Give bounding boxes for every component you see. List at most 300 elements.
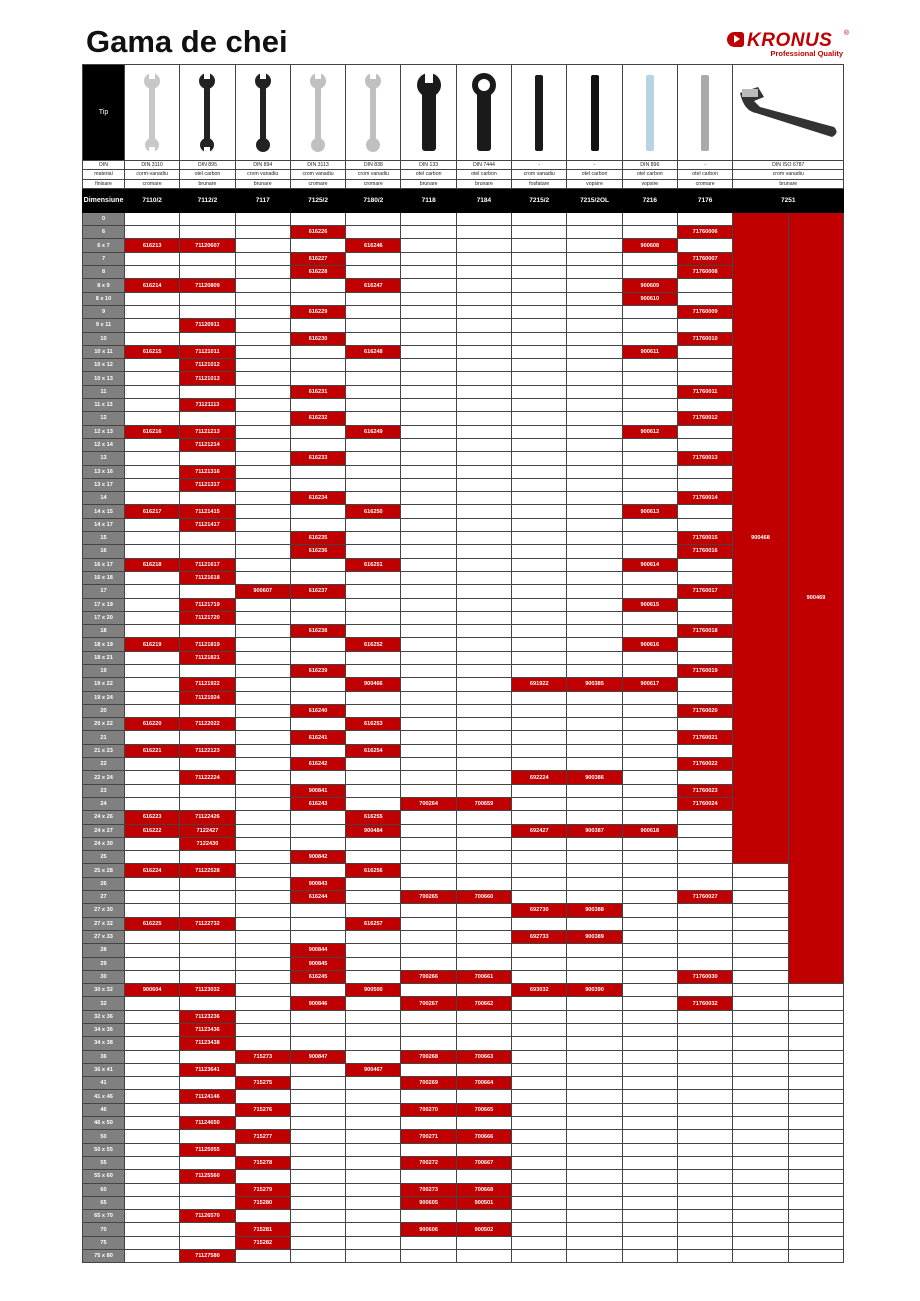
table-row: [83, 1063, 844, 1076]
dimension-cell: 24 x 27: [83, 824, 125, 837]
product-code-cell: 616225: [125, 917, 180, 930]
empty-cell: [401, 438, 456, 451]
empty-cell: [180, 625, 235, 638]
empty-cell: [622, 438, 677, 451]
empty-cell: [677, 917, 732, 930]
empty-cell: [346, 1196, 401, 1209]
empty-cell: [567, 837, 622, 850]
empty-cell: [235, 252, 290, 265]
empty-cell: [622, 412, 677, 425]
table-row: [83, 226, 844, 239]
empty-cell: [512, 425, 567, 438]
product-code-cell: 900617: [622, 678, 677, 691]
empty-cell: [512, 1117, 567, 1130]
empty-cell: [290, 1143, 345, 1156]
empty-cell: [733, 1143, 789, 1156]
empty-cell: [235, 332, 290, 345]
empty-cell: [512, 1050, 567, 1063]
empty-cell: [346, 332, 401, 345]
table-row: [83, 664, 844, 677]
din-label: DIN: [83, 161, 125, 170]
empty-cell: [456, 558, 511, 571]
empty-cell: [125, 1063, 180, 1076]
cell-din: DIN 3113: [290, 161, 345, 170]
empty-cell: [180, 266, 235, 279]
empty-cell: [456, 505, 511, 518]
empty-cell: [567, 452, 622, 465]
empty-cell: [180, 492, 235, 505]
empty-cell: [512, 970, 567, 983]
empty-cell: [788, 1210, 844, 1223]
product-code-cell: 700267: [401, 997, 456, 1010]
table-row: [83, 1077, 844, 1090]
table-row: [83, 518, 844, 531]
cell-finish: cromare: [290, 179, 345, 188]
empty-cell: [290, 1024, 345, 1037]
dimension-cell: 12: [83, 412, 125, 425]
empty-cell: [346, 1077, 401, 1090]
empty-cell: [733, 1103, 789, 1116]
product-code-cell: 616236: [290, 545, 345, 558]
empty-cell: [622, 319, 677, 332]
empty-cell: [733, 1170, 789, 1183]
dimension-cell: 21 x 23: [83, 744, 125, 757]
table-row: [83, 718, 844, 731]
empty-cell: [125, 332, 180, 345]
empty-cell: [235, 598, 290, 611]
empty-cell: [677, 1130, 732, 1143]
empty-cell: [456, 465, 511, 478]
empty-cell: [567, 319, 622, 332]
empty-cell: [567, 226, 622, 239]
table-row: [83, 771, 844, 784]
empty-cell: [180, 212, 235, 225]
empty-cell: [567, 332, 622, 345]
product-code-cell: 616249: [346, 425, 401, 438]
product-code-cell: 715275: [235, 1077, 290, 1090]
table-row: [83, 532, 844, 545]
product-code-cell: 71760007: [677, 252, 732, 265]
product-code-cell: 700663: [456, 1050, 511, 1063]
empty-cell: [401, 465, 456, 478]
empty-cell: [401, 930, 456, 943]
cell-finish: cromare: [677, 179, 732, 188]
empty-cell: [180, 784, 235, 797]
empty-cell: [290, 1250, 345, 1263]
empty-cell: [401, 718, 456, 731]
product-code-cell: 71121415: [180, 505, 235, 518]
empty-cell: [346, 651, 401, 664]
empty-cell: [567, 731, 622, 744]
product-code-cell: 715273: [235, 1050, 290, 1063]
product-code-cell: 616253: [346, 718, 401, 731]
product-code-cell: 71121720: [180, 611, 235, 624]
empty-cell: [401, 292, 456, 305]
empty-cell: [235, 824, 290, 837]
empty-cell: [512, 811, 567, 824]
empty-cell: [567, 1077, 622, 1090]
empty-cell: [512, 1077, 567, 1090]
empty-cell: [677, 558, 732, 571]
product-code-cell: 71121417: [180, 518, 235, 531]
tool-image-row: [83, 65, 844, 161]
product-code-cell: 616246: [346, 239, 401, 252]
dimension-cell: 8: [83, 266, 125, 279]
empty-cell: [512, 266, 567, 279]
empty-cell: [788, 1103, 844, 1116]
empty-cell: [733, 930, 789, 943]
double-open-wrench-icon: [125, 65, 180, 161]
empty-cell: [512, 837, 567, 850]
product-code-cell: 900843: [290, 877, 345, 890]
empty-cell: [567, 891, 622, 904]
product-code-cell: 616245: [290, 970, 345, 983]
product-code-cell: 71121618: [180, 571, 235, 584]
empty-cell: [125, 1236, 180, 1249]
dimension-cell: 6 x 7: [83, 239, 125, 252]
empty-cell: [401, 731, 456, 744]
empty-cell: [235, 891, 290, 904]
product-code-cell: 71760027: [677, 891, 732, 904]
cell-finish: vopsire: [567, 179, 622, 188]
empty-cell: [125, 1170, 180, 1183]
empty-cell: [180, 1156, 235, 1169]
empty-cell: [401, 332, 456, 345]
empty-cell: [235, 930, 290, 943]
empty-cell: [622, 1090, 677, 1103]
empty-cell: [677, 1170, 732, 1183]
empty-cell: [622, 1117, 677, 1130]
empty-cell: [567, 1236, 622, 1249]
table-row: [83, 1143, 844, 1156]
dimension-cell: 13 x 17: [83, 478, 125, 491]
dimension-cell: 27: [83, 891, 125, 904]
empty-cell: [180, 1077, 235, 1090]
empty-cell: [512, 1250, 567, 1263]
product-code-cell: 715280: [235, 1196, 290, 1209]
empty-cell: [290, 984, 345, 997]
cell-din: DIN ISO 6787: [733, 161, 844, 170]
empty-cell: [512, 438, 567, 451]
dimension-cell: 46 x 50: [83, 1117, 125, 1130]
empty-cell: [401, 1024, 456, 1037]
empty-cell: [346, 492, 401, 505]
product-code-cell: 71760023: [677, 784, 732, 797]
product-code-cell: 616252: [346, 638, 401, 651]
empty-cell: [733, 904, 789, 917]
empty-cell: [677, 212, 732, 225]
empty-cell: [290, 638, 345, 651]
table-row: [83, 1117, 844, 1130]
product-code-cell: 71121213: [180, 425, 235, 438]
empty-cell: [401, 957, 456, 970]
table-row: [83, 585, 844, 598]
product-code-cell: 900614: [622, 558, 677, 571]
empty-cell: [456, 691, 511, 704]
empty-cell: [346, 478, 401, 491]
cell-din: DIN 894: [235, 161, 290, 170]
empty-cell: [125, 452, 180, 465]
table-row: [83, 1050, 844, 1063]
cell-finish: brunare: [180, 179, 235, 188]
column-code-header: 7176: [677, 188, 732, 212]
empty-cell: [456, 305, 511, 318]
empty-cell: [456, 638, 511, 651]
empty-cell: [125, 1210, 180, 1223]
empty-cell: [622, 758, 677, 771]
dimension-cell: 17 x 19: [83, 598, 125, 611]
empty-cell: [622, 997, 677, 1010]
empty-cell: [401, 611, 456, 624]
empty-cell: [677, 598, 732, 611]
empty-cell: [125, 771, 180, 784]
empty-cell: [456, 984, 511, 997]
empty-cell: [567, 372, 622, 385]
empty-cell: [677, 851, 732, 864]
empty-cell: [180, 412, 235, 425]
empty-cell: [733, 1063, 789, 1076]
empty-cell: [622, 252, 677, 265]
empty-cell: [401, 1090, 456, 1103]
column-code-header: 7215/2OL: [567, 188, 622, 212]
product-code-cell: 71121012: [180, 359, 235, 372]
empty-cell: [125, 664, 180, 677]
product-code-cell: 616213: [125, 239, 180, 252]
empty-cell: [125, 359, 180, 372]
empty-cell: [346, 904, 401, 917]
empty-cell: [622, 970, 677, 983]
adjustable-wrench-icon: [733, 65, 844, 161]
column-code-header: 7184: [456, 188, 511, 212]
empty-cell: [677, 518, 732, 531]
empty-cell: [346, 372, 401, 385]
empty-cell: [346, 252, 401, 265]
empty-cell: [401, 239, 456, 252]
product-code-cell: 616214: [125, 279, 180, 292]
dimension-cell: 16 x 17: [83, 558, 125, 571]
empty-cell: [512, 452, 567, 465]
empty-cell: [788, 1024, 844, 1037]
empty-cell: [125, 319, 180, 332]
empty-cell: [512, 957, 567, 970]
empty-cell: [677, 984, 732, 997]
empty-cell: [622, 385, 677, 398]
product-code-cell: 616242: [290, 758, 345, 771]
table-row: [83, 797, 844, 810]
empty-cell: [401, 212, 456, 225]
empty-cell: [180, 1050, 235, 1063]
empty-cell: [788, 1063, 844, 1076]
product-code-cell: 71760009: [677, 305, 732, 318]
product-code-cell: 900389: [567, 930, 622, 943]
empty-cell: [125, 731, 180, 744]
table-row: [83, 279, 844, 292]
product-code-cell: 715281: [235, 1223, 290, 1236]
empty-cell: [733, 1223, 789, 1236]
table-row: [83, 1090, 844, 1103]
empty-cell: [733, 1236, 789, 1249]
empty-cell: [346, 1170, 401, 1183]
tube-wrench-icon: [622, 65, 677, 161]
table-row: [83, 571, 844, 584]
empty-cell: [788, 1077, 844, 1090]
empty-cell: [401, 266, 456, 279]
product-code-cell: 692730: [512, 904, 567, 917]
empty-cell: [512, 305, 567, 318]
empty-cell: [290, 651, 345, 664]
empty-cell: [346, 359, 401, 372]
empty-cell: [401, 372, 456, 385]
empty-cell: [456, 957, 511, 970]
table-row: [83, 1103, 844, 1116]
empty-cell: [290, 1170, 345, 1183]
table-row: [83, 638, 844, 651]
empty-cell: [567, 571, 622, 584]
empty-cell: [401, 399, 456, 412]
empty-cell: [235, 997, 290, 1010]
table-row: [83, 292, 844, 305]
empty-cell: [788, 1143, 844, 1156]
empty-cell: [235, 678, 290, 691]
empty-cell: [125, 957, 180, 970]
empty-cell: [677, 1236, 732, 1249]
empty-cell: [346, 385, 401, 398]
empty-cell: [235, 571, 290, 584]
empty-cell: [512, 598, 567, 611]
empty-cell: [677, 465, 732, 478]
dimension-cell: 17: [83, 585, 125, 598]
empty-cell: [346, 319, 401, 332]
empty-cell: [180, 970, 235, 983]
product-code-cell: 71125055: [180, 1143, 235, 1156]
empty-cell: [346, 625, 401, 638]
empty-cell: [567, 877, 622, 890]
empty-cell: [346, 997, 401, 1010]
product-code-cell: 693032: [512, 984, 567, 997]
empty-cell: [235, 1024, 290, 1037]
empty-cell: [346, 452, 401, 465]
empty-cell: [456, 1090, 511, 1103]
product-code-cell: 71760015: [677, 532, 732, 545]
empty-cell: [235, 797, 290, 810]
dimension-cell: 11: [83, 385, 125, 398]
empty-cell: [346, 465, 401, 478]
empty-cell: [125, 1010, 180, 1023]
empty-cell: [622, 784, 677, 797]
table-row: [83, 1210, 844, 1223]
product-code-cell: 616256: [346, 864, 401, 877]
dimension-cell: 18: [83, 625, 125, 638]
empty-cell: [235, 638, 290, 651]
empty-cell: [622, 571, 677, 584]
empty-cell: [401, 1063, 456, 1076]
table-row: [83, 811, 844, 824]
empty-cell: [622, 585, 677, 598]
empty-cell: [235, 399, 290, 412]
empty-cell: [512, 944, 567, 957]
empty-cell: [125, 385, 180, 398]
empty-cell: [346, 1183, 401, 1196]
empty-cell: [346, 305, 401, 318]
product-code-cell: 700264: [401, 797, 456, 810]
material-row: [83, 170, 844, 179]
empty-cell: [512, 864, 567, 877]
empty-cell: [290, 1130, 345, 1143]
product-code-cell: 900501: [456, 1196, 511, 1209]
empty-cell: [401, 625, 456, 638]
product-code-cell: 616234: [290, 492, 345, 505]
empty-cell: [788, 1010, 844, 1023]
dimension-cell: 16 x 18: [83, 571, 125, 584]
cell-material: otel carbon: [401, 170, 456, 179]
product-code-cell: 71760032: [677, 997, 732, 1010]
empty-cell: [401, 691, 456, 704]
empty-cell: [290, 1156, 345, 1169]
product-code-cell: 900604: [125, 984, 180, 997]
dimension-cell: 41 x 46: [83, 1090, 125, 1103]
empty-cell: [456, 837, 511, 850]
empty-cell: [788, 1117, 844, 1130]
empty-cell: [567, 438, 622, 451]
empty-cell: [456, 412, 511, 425]
empty-cell: [235, 731, 290, 744]
column-code-header: 7112/2: [180, 188, 235, 212]
empty-cell: [512, 492, 567, 505]
product-code-cell: 616250: [346, 505, 401, 518]
product-code-cell: 700662: [456, 997, 511, 1010]
empty-cell: [346, 266, 401, 279]
empty-cell: [512, 1170, 567, 1183]
dimension-cell: 12 x 14: [83, 438, 125, 451]
product-code-cell: 900618: [622, 824, 677, 837]
empty-cell: [567, 1050, 622, 1063]
product-code-cell: 616231: [290, 385, 345, 398]
empty-cell: [290, 399, 345, 412]
empty-cell: [622, 744, 677, 757]
empty-cell: [235, 412, 290, 425]
single-open-wrench-icon: [235, 65, 290, 161]
empty-cell: [346, 1037, 401, 1050]
empty-cell: [180, 797, 235, 810]
empty-cell: [677, 837, 732, 850]
empty-cell: [788, 984, 844, 997]
empty-cell: [622, 465, 677, 478]
empty-cell: [180, 758, 235, 771]
empty-cell: [456, 438, 511, 451]
dimension-cell: 19: [83, 664, 125, 677]
product-code-cell: 71121617: [180, 558, 235, 571]
empty-cell: [456, 625, 511, 638]
empty-cell: [401, 345, 456, 358]
empty-cell: [456, 1063, 511, 1076]
empty-cell: [622, 545, 677, 558]
empty-cell: [512, 412, 567, 425]
product-code-cell: 616233: [290, 452, 345, 465]
empty-cell: [512, 532, 567, 545]
empty-cell: [346, 399, 401, 412]
empty-cell: [290, 558, 345, 571]
empty-cell: [512, 212, 567, 225]
empty-cell: [567, 585, 622, 598]
table-row: [83, 691, 844, 704]
empty-cell: [290, 598, 345, 611]
empty-cell: [456, 877, 511, 890]
product-code-cell: 616222: [125, 824, 180, 837]
empty-cell: [401, 744, 456, 757]
empty-cell: [677, 399, 732, 412]
empty-cell: [622, 1210, 677, 1223]
dimension-cell: 25 x 28: [83, 864, 125, 877]
